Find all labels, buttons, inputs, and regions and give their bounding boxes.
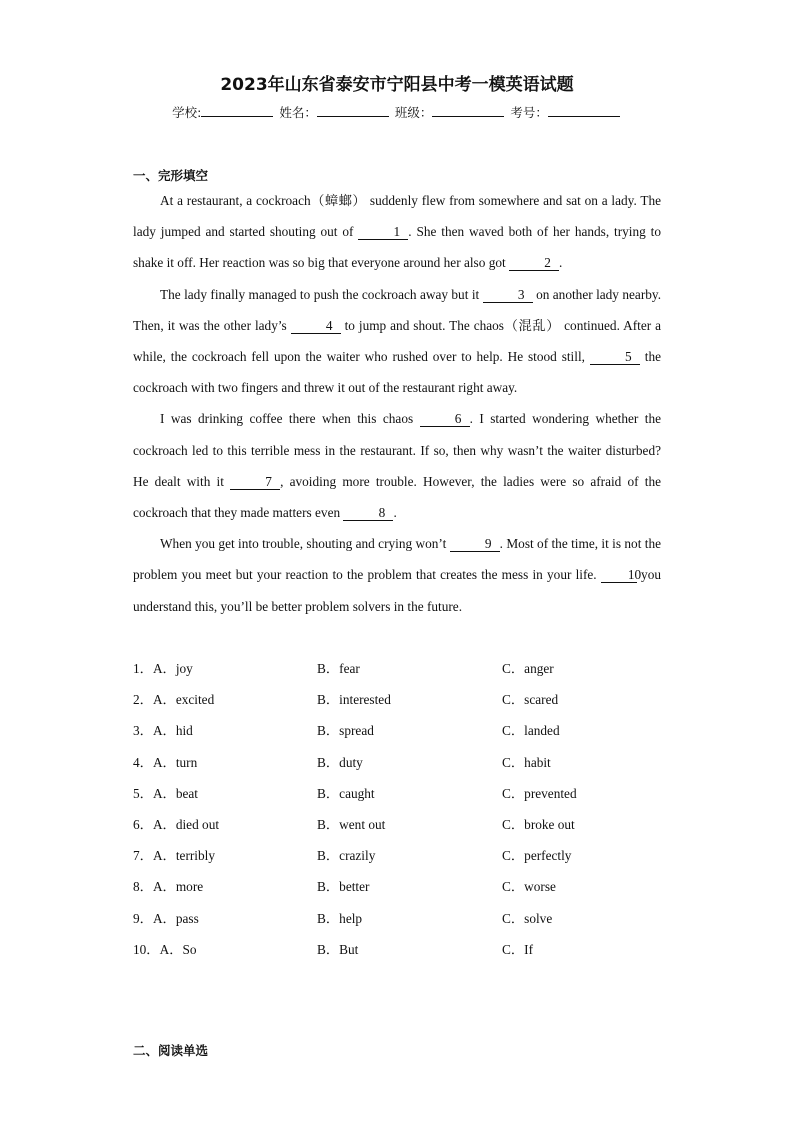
exam-number-field[interactable]	[548, 104, 620, 117]
blank-3[interactable]: 3	[483, 287, 533, 303]
cloze-passage	[133, 185, 661, 622]
blank-2[interactable]: 2	[509, 255, 559, 271]
answer-options	[133, 653, 693, 965]
passage-text: .	[393, 505, 397, 521]
class-field[interactable]	[432, 104, 504, 117]
option-c[interactable]: C．perfectly	[502, 848, 572, 864]
blank-4[interactable]: 4	[291, 318, 341, 334]
option-row	[133, 809, 693, 840]
blank-1[interactable]: 1	[358, 224, 408, 240]
school-field[interactable]	[201, 104, 273, 117]
passage-text: I was drinking coffee there when this chaos	[160, 411, 414, 427]
option-b[interactable]: B．went out	[317, 816, 386, 832]
option-c[interactable]: C．broke out	[502, 816, 575, 832]
paragraph-1	[133, 185, 661, 279]
option-a[interactable]: 8．A．more	[133, 879, 204, 895]
option-c[interactable]: C．If	[502, 941, 534, 957]
option-a[interactable]: 6．A．died out	[133, 816, 220, 832]
option-b[interactable]: B．But	[317, 941, 359, 957]
option-a[interactable]: 4．A．turn	[133, 754, 198, 770]
option-row	[133, 653, 693, 684]
school-label: 学校:	[172, 105, 202, 120]
option-a[interactable]: 10．A．So	[133, 941, 197, 957]
option-a[interactable]: 9．A．pass	[133, 910, 199, 926]
passage-text: . I started wondering whether the cockroach led to this terrible mess in the restaurant. If so, then why wasn’t the waiter disturbed? He dealt with it	[133, 411, 661, 489]
option-c[interactable]: C．anger	[502, 661, 554, 676]
section-heading-reading: 二、阅读单选	[133, 1043, 209, 1058]
option-row	[133, 840, 693, 871]
option-a[interactable]: 5．A．beat	[133, 785, 198, 801]
page-title: 2023年山东省泰安市宁阳县中考一模英语试题	[220, 75, 574, 95]
passage-text: . She then waved both of her hands, trying to shake it off. Her reaction was so big that everyone around her also got	[133, 224, 661, 271]
option-c[interactable]: C．prevented	[502, 785, 577, 801]
blank-8[interactable]: 8	[343, 505, 393, 521]
passage-text: you understand this, you’ll be better problem solvers in the future.	[133, 567, 661, 614]
student-info-line	[0, 103, 794, 121]
passage-text: .	[559, 255, 563, 271]
option-a[interactable]: 7．A．terribly	[133, 848, 215, 864]
option-c[interactable]: C．habit	[502, 754, 551, 770]
option-a[interactable]: 1．A．joy	[133, 661, 193, 676]
option-a[interactable]: 3．A．hid	[133, 723, 193, 739]
passage-text: , avoiding more trouble. However, the ladies were so afraid of the cockroach that they made matters even	[133, 473, 662, 521]
option-b[interactable]: B．fear	[317, 661, 360, 676]
passage-text: to jump and shout. The chaos（混乱） continued. After a while, the cockroach fell upon the waiter who rushed over to help. He stood still,	[133, 317, 661, 365]
passage-text: At a restaurant, a cockroach（蟑螂） suddenly flew from somewhere and sat on a lady. The lady jumped and started shouting out of	[133, 193, 661, 240]
blank-7[interactable]: 7	[230, 474, 280, 490]
passage-text: the cockroach with two fingers and threw it out of the restaurant right away.	[133, 349, 661, 396]
passage-text: The lady finally managed to push the cockroach away but it	[160, 286, 480, 302]
option-b[interactable]: B．duty	[317, 754, 363, 770]
paragraph-2	[133, 279, 661, 404]
option-row	[133, 778, 693, 809]
option-row	[133, 715, 693, 746]
name-field[interactable]	[317, 104, 389, 117]
blank-9[interactable]: 9	[450, 536, 500, 552]
exam-number-label: 考号：	[510, 105, 548, 120]
class-label: 班级：	[394, 105, 433, 120]
option-row	[133, 747, 693, 778]
option-row	[133, 934, 693, 965]
option-b[interactable]: B．help	[317, 910, 363, 926]
option-b[interactable]: B．interested	[317, 692, 391, 708]
blank-6[interactable]: 6	[420, 411, 470, 427]
passage-text: on another lady nearby. Then, it was the other lady’s	[133, 286, 662, 333]
name-label: 姓名：	[279, 105, 317, 120]
option-a[interactable]: 2．A．excited	[133, 692, 215, 708]
option-c[interactable]: C．solve	[502, 910, 553, 926]
option-row	[133, 903, 693, 934]
option-c[interactable]: C．scared	[502, 692, 559, 708]
option-b[interactable]: B．spread	[317, 723, 374, 739]
option-b[interactable]: B．better	[317, 879, 370, 895]
option-c[interactable]: C．worse	[502, 879, 556, 895]
paragraph-4	[133, 528, 661, 622]
option-b[interactable]: B．crazily	[317, 848, 376, 864]
option-row	[133, 871, 693, 902]
section-heading-cloze: 一、完形填空	[133, 168, 209, 183]
passage-text: When you get into trouble, shouting and crying won’t	[160, 536, 447, 552]
option-c[interactable]: C．landed	[502, 723, 560, 739]
blank-10[interactable]: 10	[601, 567, 637, 583]
option-row	[133, 684, 693, 715]
option-b[interactable]: B．caught	[317, 785, 375, 801]
blank-5[interactable]: 5	[590, 349, 640, 365]
passage-text: . Most of the time, it is not the problem you meet but your reaction to the problem that creates the mess in your life.	[133, 536, 662, 583]
paragraph-3	[133, 403, 661, 528]
